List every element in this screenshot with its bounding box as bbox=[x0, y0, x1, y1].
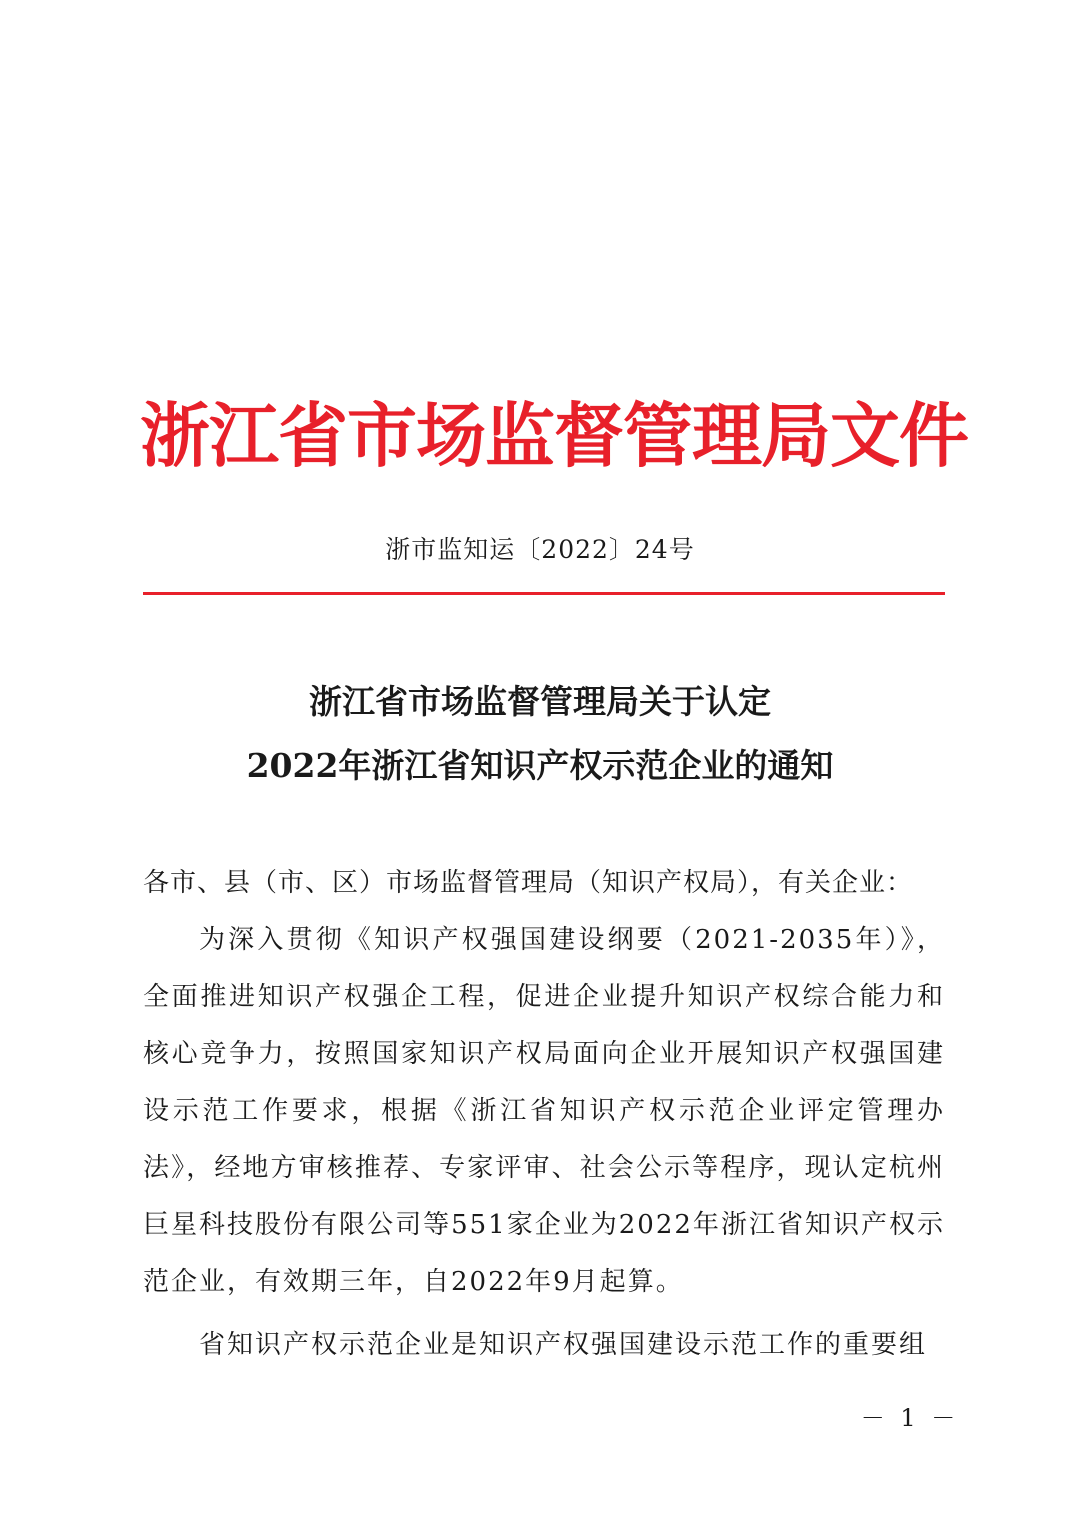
paragraph-2: 省知识产权示范企业是知识产权强国建设示范工作的重要组 bbox=[199, 1330, 928, 1360]
paragraph-1: 为深入贯彻《知识产权强国建设纲要（2021-2035年）》，全面推进知识产权强企工程，促进企业提升知识产权综合能力和核心竞争力，按照国家知识产权局面向企业开展知识产权强国建设示范工作要求，根据《浙江省知识产权示范企业评定管理办法》，经地方审核推荐、专家评审、社会公示等程序，现认定杭州巨星科技股份有限公司等551家企业为2022年浙江省知识产权示范企业，有效期三年，自2022年9月起算。 bbox=[143, 925, 945, 1297]
salutation: 各市、县（市、区）市场监督管理局（知识产权局），有关企业： bbox=[143, 868, 914, 898]
page-number: － 1 － bbox=[860, 1404, 960, 1432]
red-divider-line bbox=[143, 592, 945, 595]
notice-title-line-2: 2022年浙江省知识产权示范企业的通知 bbox=[246, 746, 834, 785]
notice-title-line-1: 浙江省市场监督管理局关于认定 bbox=[309, 682, 771, 721]
notice-title bbox=[140, 670, 940, 798]
document-number: 浙市监知运〔2022〕24号 bbox=[385, 535, 695, 564]
masthead-title: 浙江省市场监督管理局文件 bbox=[140, 395, 968, 477]
body-text bbox=[143, 855, 945, 1374]
